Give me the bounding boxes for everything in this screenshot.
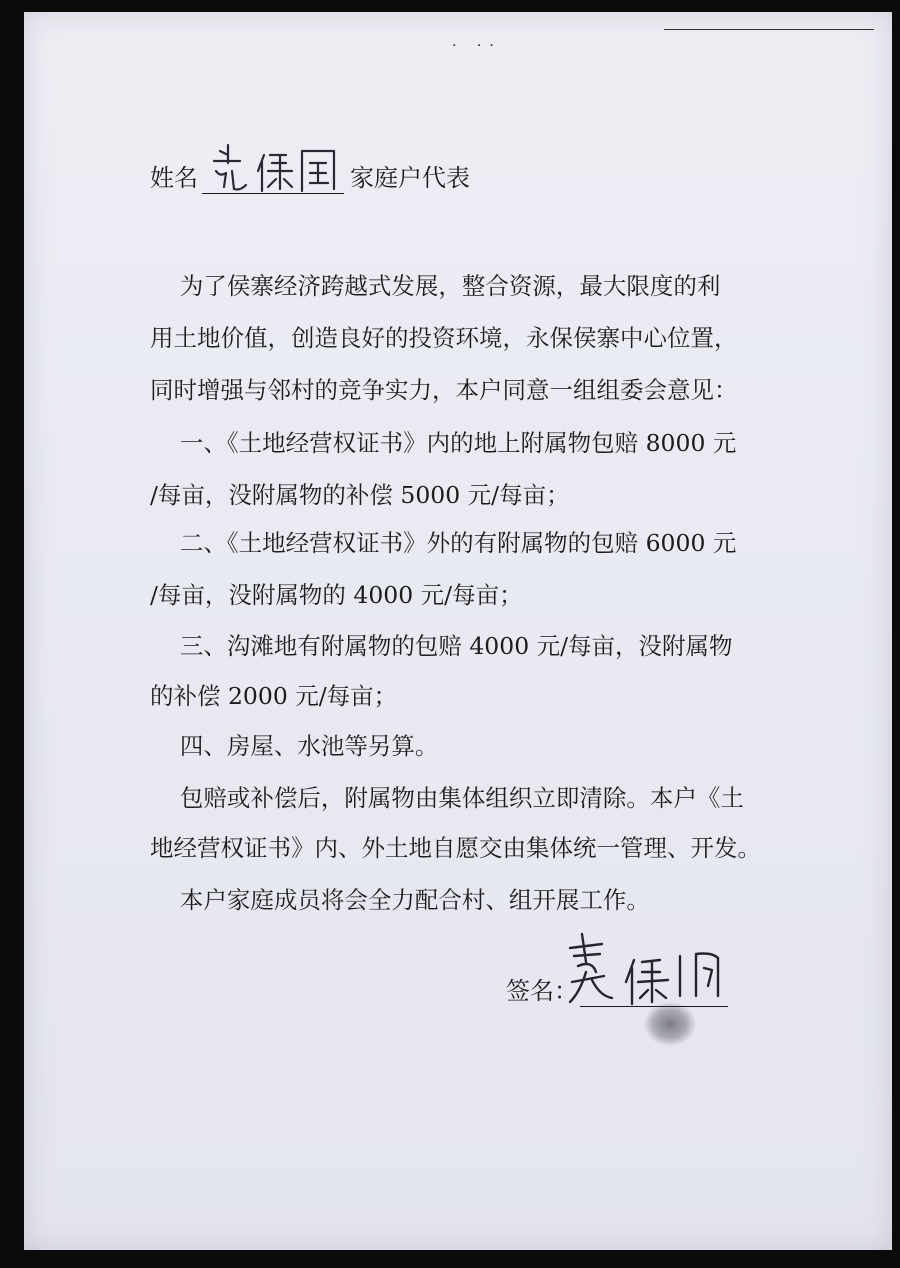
name-field-row [150,162,470,194]
name-suffix-label: 家庭户代表 [350,164,470,192]
closing-line-3: 本户家庭成员将会全力配合村、组开展工作。 [150,886,650,914]
signature-blank-line [580,976,728,1007]
intro-line-2: 用土地价值，创造良好的投资环境，永保侯寨中心位置， [150,324,738,352]
handwritten-signature [556,926,746,1016]
name-label: 姓名 [150,164,198,192]
top-rule-line [664,29,874,30]
intro-line-3: 同时增强与邻村的竞争实力，本户同意一组组委会意见： [150,376,738,404]
item-3-line-1: 三、沟滩地有附属物的包赔 4000 元/每亩，没附属物 [150,632,733,660]
name-blank-line [202,163,344,194]
closing-line-1: 包赔或补偿后，附属物由集体组织立即清除。本户《土 [150,784,744,812]
item-2-line-1: 二、《土地经营权证书》外的有附属物的包赔 6000 元 [150,529,737,557]
signature-label: 签名： [506,977,578,1005]
closing-line-2: 地经营权证书》内、外土地自愿交由集体统一管理、开发。 [150,834,761,862]
item-4-line: 四、房屋、水池等另算。 [150,732,439,760]
fingerprint-mark [644,1002,696,1046]
signature-row [506,975,728,1007]
intro-line-1: 为了侯寨经济跨越式发展，整合资源，最大限度的利 [150,272,721,300]
paper-sheet [24,12,892,1250]
header-dots: · ·· [452,38,502,54]
item-1-line-2: /每亩，没附属物的补偿 5000 元/每亩； [150,481,570,509]
item-1-line-1: 一、《土地经营权证书》内的地上附属物包赔 8000 元 [150,429,737,457]
item-2-line-2: /每亩，没附属物的 4000 元/每亩； [150,581,523,609]
handwritten-name-signature [206,141,356,201]
item-3-line-2: 的补偿 2000 元/每亩； [150,682,398,710]
